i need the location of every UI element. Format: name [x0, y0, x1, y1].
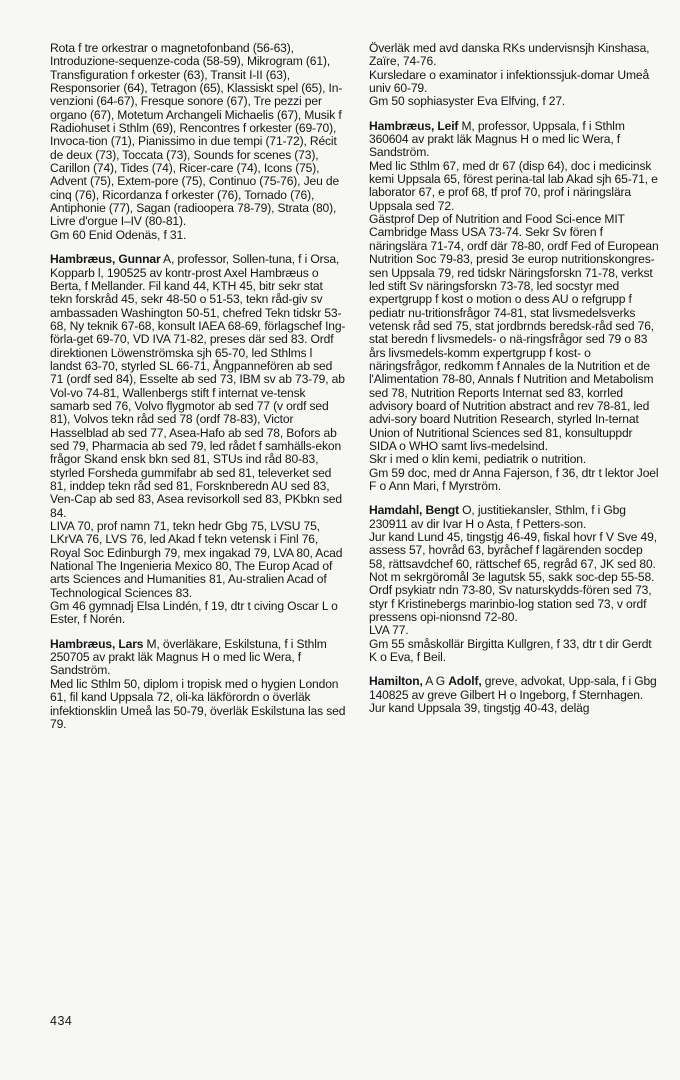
- right-column: [369, 42, 659, 727]
- entry-paragraph: [369, 504, 659, 531]
- entry-paragraph: Jur kand Lund 45, tingstjg 46-49, fiskal hovr f V Sve 49, assess 57, hovråd 63, byråchef f lagärenden socdep 58, rättsavdchef 60, rättschef 65, regråd 67, JK sed 80.: [369, 530, 657, 571]
- page-number: 434: [50, 1014, 73, 1028]
- entry-text: greve, advokat, Upp-sala, f i Gbg 140825 av greve Gilbert H o Ingeborg, f Sternhagen.: [369, 674, 657, 702]
- entry-paragraph: [369, 675, 659, 702]
- entry-name-prefix: Hamilton,: [369, 674, 423, 689]
- entry-name: Adolf,: [448, 674, 482, 689]
- entry-paragraph: Ordf psykiatr ndn 73-80, Sv naturskydds-fören sed 73, styr f Kristinebergs marinbio-log station sed 73, v ordf pressens opi-nionsnd 72-80.: [369, 583, 652, 625]
- entry-text: A, professor, Sollen-tuna, f i Orsa, Kopparb l, 190525 av kontr-prost Axel Hambræus o Berta, f Mellander. Fil kand 44, KTH 45, bitr sekr stat tekn forskråd 45, sekr 48-50 o 51-53, tekn råd-giv sv ambassaden Washington 50-51, chefred Tekn tidskr 53-68, Ny teknik 67-68, konsult IAEA 68-69, förlagschef Ing-förla-get 69-70, VD IVA 71-82, preses där sed 83. Ordf direktionen Löwenströmska sjh 65-70, led Sthlms l landst 63-70, styrled SL 66-71, Ångpannefören ab sed 71 (ordf sed 84), Esselte ab sed 73, IBM sv ab 73-79, ab Vol-vo 74-81, Wallenbergs stift f internat ve-tensk samarb sed 76, Volvo flygmotor ab sed 77 (v ordf sed 81), Volvos tekn råd sed 78 (ordf 78-83), Victor Hasselblad ab sed 77, Asea-Hafo ab sed 78, Bofors ab sed 79, Pharmacia ab sed 79, led rådet f samhälls-ekon frågor Skand ensk bkn sed 81, STUs ind råd 80-83, styrled Forsheda gummifabr ab sed 81, televerket sed 81, inddep tekn råd sed 81, Forsknberedn AU sed 83, Ven-Cap ab sed 83, Asea revisorkoll sed 83, PKbkn sed 84.: [50, 252, 346, 520]
- entry-paragraph: Rota f tre orkestrar o magnetofonband (56-63), Introduzione-sequenze-coda (58-59), Mikrogram (61), Transfiguration f orkester (63), Transit I-II (63), Responsorier (64), Tetragon (65), Klassiskt spel (65), In-venzioni (64-67), Fresque sonore (67), Tre pezzi per organo (67), Motetum Archangeli Michaelis (67), Musik f Radiohuset i Sthlm (69), Rencontres f orkester (69-70), Invoca-tion (71), Pianissimo in due tempi (71-72), Récit de deux (73), Toccata (73), Sounds for scenes (73), Carillon (74), Tides (74), Ricer-care (74), Icons (75), Advent (75), Extem-pore (75), Continuo (75-76), Jeu de cinq (76), Ricordanza f orkester (76), Tornado (76), Antiphonie (77), Sagan (radioopera 78-79), Strata (80), Livre d'orgue I–IV (80-81).: [50, 41, 343, 229]
- entry-text: M, professor, Uppsala, f i Sthlm 360604 av prakt läk Magnus H o med lic Wera, f Sandström.: [369, 118, 625, 160]
- entry-paragraph: Överläk med avd danska RKs undervisnsjh Kinshasa, Zaïre, 74-76.: [369, 41, 650, 69]
- entry-name: Hambræus, Leif: [369, 118, 459, 133]
- entry-paragraph: Gästprof Dep of Nutrition and Food Sci-ence MIT Cambridge Mass USA 73-74. Sekr Sv fören f näringslära 71-74, ordf där 78-80, ordf Fed of European Nutrition Soc 79-83, presid 3e europ nutritionskongres-sen Uppsala 79, red tidskr Näringsforskn 71-78, verkst led stift Sv näringsforskn 73-78, led socstyr med expertgrupp f kost o motion o dess AU o refgrupp f pediatr nu-tritionsfrågor 74-81, stat livsmedelsverks vetensk råd sed 75, stat jordbrnds beredsk-råd sed 76, stat beredn f livsmedels- o nä-ringsfrågor sed 79 o 83 års livsmedels-komm expertgrupp f kost- o näringsfrågor, redkomm f Annales de la Nutrition et de l'Alimentation 78-80, Annals f Nutrition and Metabolism sed 78, Nutrition Reports Internat sed 83, korrled advisory board of Nutrition abstract and rev 78-81, led advi-sory board Nutrition Research, styrled In-ternat Union of Nutritional Sciences sed 81, konsultuppdr SIDA o WHO samt livs-medelsind.: [369, 212, 659, 453]
- entry-hambraeus-lars: [50, 638, 346, 731]
- entry-paragraph: Gm 60 Enid Odenäs, f 31.: [50, 227, 187, 242]
- entry-paragraph: LVA 77.: [369, 623, 409, 638]
- entry-text: M, överläkare, Eskilstuna, f i Sthlm 250705 av prakt läk Magnus H o med lic Wera, f Sandström.: [50, 636, 327, 678]
- entry-paragraph: LIVA 70, prof namn 71, tekn hedr Gbg 75, LVSU 75, LKrVA 76, LVS 76, led Akad f tekn vetensk i Finl 76, Royal Soc Edinburgh 79, mex ingakad 79, LVA 80, Acad National The Ingenieria Mexico 80, The Europ Acad of arts Sciences and Humanities 81, Au-stralien Acad of Technological Sciences 83.: [50, 519, 343, 600]
- entry-paragraph: [50, 638, 346, 678]
- entry-paragraph: Gm 59 doc, med dr Anna Fajerson, f 36, dtr t lektor Joel F o Ann Mari, f Myrström.: [369, 465, 659, 493]
- entry-paragraph: Gm 55 småskollär Birgitta Kullgren, f 33, dtr t dir Gerdt K o Eva, f Beil.: [369, 636, 652, 665]
- left-column: [50, 42, 346, 742]
- entry-initials: A G: [422, 674, 449, 689]
- entry-text: O, justitiekansler, Sthlm, f i Gbg 230911 av dir Ivar H o Asta, f Petters-son.: [369, 503, 626, 531]
- entry-paragraph: Kursledare o examinator i infektionssjuk-domar Umeå univ 60-79.: [369, 67, 650, 96]
- entry-paragraph: Med lic Sthlm 50, diplom i tropisk med o hygien London 61, fil kand Uppsala 72, oli-ka läkförordn o överläk infektionsklin Umeå las 50-79, överläk Eskilstuna las sed 79.: [50, 676, 346, 731]
- entry-hamilton-adolf: [369, 675, 659, 715]
- entry-name: Hambræus, Gunnar: [50, 252, 161, 267]
- entry-paragraph: Jur kand Uppsala 39, tingstjg 40-43, deläg: [369, 701, 590, 716]
- entry-paragraph: Not m sekrgöromål 3e lagutsk 55, sakk soc-dep 55-58.: [369, 570, 655, 585]
- entry-hambraeus-leif: [369, 120, 659, 494]
- entry-name: Hambræus, Lars: [50, 636, 144, 651]
- entry-name: Hamdahl, Bengt: [369, 503, 459, 518]
- entry-continuation-right: [369, 42, 659, 109]
- entry-hambraeus-gunnar: [50, 253, 346, 627]
- entry-hamdahl-bengt: [369, 504, 659, 664]
- entry-paragraph: Gm 50 sophiasyster Eva Elfving, f 27.: [369, 94, 566, 109]
- entry-continuation-left: [50, 42, 346, 242]
- entry-paragraph: Skr i med o klin kemi, pediatrik o nutrition.: [369, 452, 587, 467]
- entry-paragraph: [369, 120, 659, 160]
- entry-paragraph: Gm 46 gymnadj Elsa Lindén, f 19, dtr t civing Oscar L o Ester, f Norén.: [50, 599, 338, 627]
- entry-paragraph: Med lic Sthlm 67, med dr 67 (disp 64), doc i medicinsk kemi Uppsala 65, förest perina-tal lab Akad sjh 65-71, e laborator 67, e prof 68, tf prof 70, prof i näringslära Uppsala sed 72.: [369, 158, 658, 213]
- entry-paragraph: [50, 253, 346, 520]
